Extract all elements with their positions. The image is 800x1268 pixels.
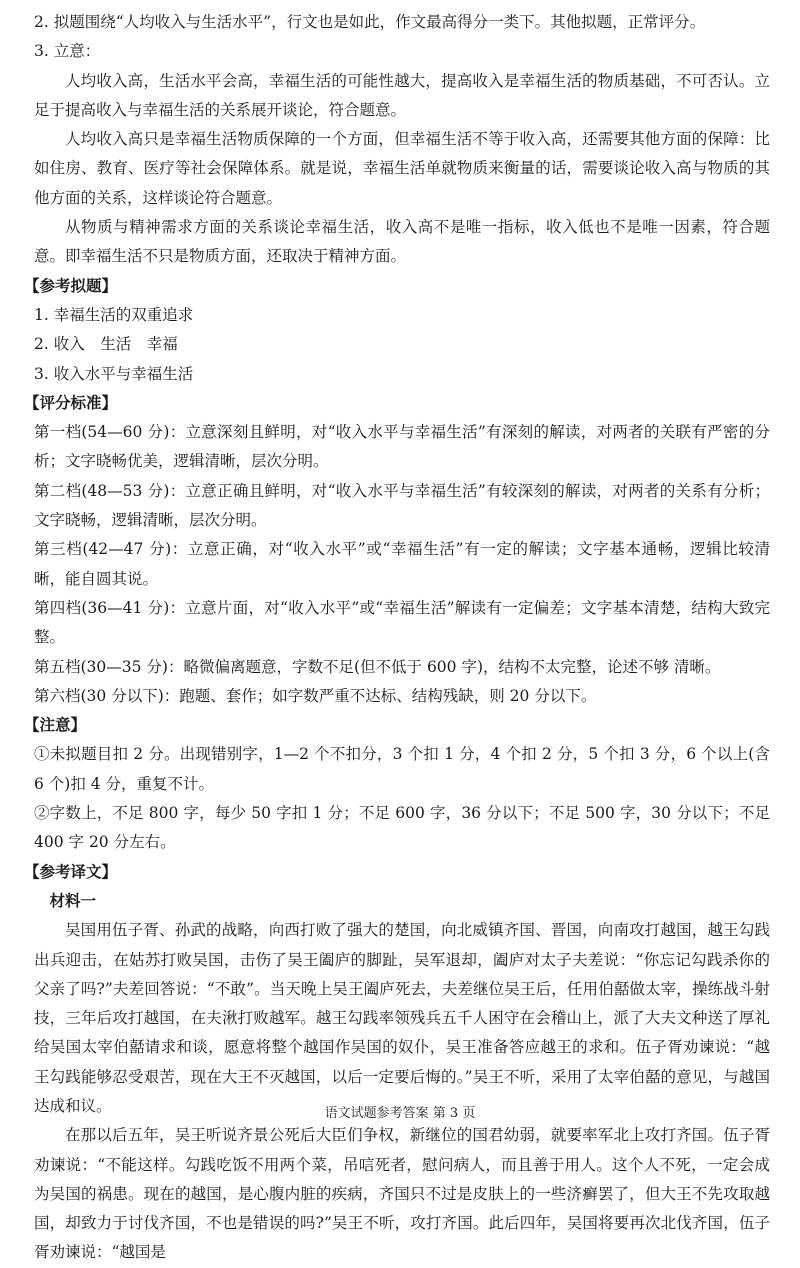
- item-2: 2. 拟题围绕“人均收入与生活水平”，行文也是如此，作文最高得分一类下。其他拟题，正常评分。: [34, 13, 706, 31]
- scoring-header: 【评分标准】: [24, 393, 118, 412]
- intent-paragraph-2: 人均收入高只是幸福生活物质保障的一个方面，但幸福生活不等于收入高，还需要其他方面的保障：比如住房、教育、医疗等社会保障体系。就是说，幸福生活单就物质来衡量的话，需要谈论收入高与物质的其他方面的关系，这样谈论符合题意。: [34, 130, 770, 207]
- note-2: ②字数上，不足 800 字，每少 50 字扣 1 分；不足 600 字，36 分以下；不足 500 字，30 分以下；不足 400 字 20 分左右。: [34, 804, 770, 852]
- answer-page: [24, 8, 770, 1268]
- translation-paragraph-1: 吴国用伍子胥、孙武的战略，向西打败了强大的楚国，向北威镇齐国、晋国，向南攻打越国，越王勾践出兵迎击，在姑苏打败吴国，击伤了吴王阖庐的脚趾，吴军退却，阖庐对太子夫差说：“你忘记勾践杀你的父亲了吗?”夫差回答说：“不敢”。当天晚上吴王阖庐死去，夫差继位吴王后，任用伯嚭做太宰，操练战斗射技，三年后攻打越国，在夫湫打败越军。越王勾践率领残兵五千人困守在会稽山上，派了大夫文种送了厚礼给吴国太宰伯嚭请求和谈，愿意将整个越国作吴国的奴仆，吴王准备答应越王的求和。伍子胥劝谏说：“越王勾践能够忍受艰苦，现在大王不灭越国，以后一定要后悔的。”吴王不听，采用了太宰伯嚭的意见，与越国达成和议。: [34, 921, 770, 1115]
- item-3-heading: 3. 立意：: [34, 42, 101, 61]
- ref-titles-header: 【参考拟题】: [24, 276, 118, 295]
- translation-paragraph-2: 在那以后五年，吴王听说齐景公死后大臣们争权，新继位的国君幼弱，就要率军北上攻打齐国。伍子胥劝谏说：“不能这样。勾践吃饭不用两个菜，吊唁死者，慰问病人，而且善于用人。这个人不死，一定会成为吴国的祸患。现在的越国，是心腹内脏的疾病，齐国只不过是皮肤上的一些济癣罢了，但大王不先攻取越国，却致力于讨伐齐国，不也是错误的吗?”吴王不听，攻打齐国。此后四年，吴国将要再次北伐齐国，伍子胥劝谏说：“越国是: [34, 1126, 770, 1262]
- intent-paragraph-3: 从物质与精神需求方面的关系谈论幸福生活，收入高不是唯一指标，收入低也不是唯一因素，符合题意。即幸福生活不只是物质方面，还取决于精神方面。: [34, 218, 770, 266]
- scoring-level-1: 第一档(54—60 分)：立意深刻且鲜明，对“收入水平与幸福生活”有深刻的解读，对两者的关联有严密的分析；文字晓畅优美，逻辑清晰，层次分明。: [34, 423, 770, 471]
- scoring-level-6: 第六档(30 分以下)：跑题、套作；如字数严重不达标、结构残缺，则 20 分以下。: [34, 686, 597, 705]
- note-1: ①未拟题目扣 2 分。出现错别字，1—2 个不扣分，3 个扣 1 分，4 个扣 2 分，5 个扣 3 分，6 个以上(含 6 个)扣 4 分，重复不计。: [34, 745, 770, 793]
- notes-header: 【注意】: [24, 716, 87, 735]
- translation-header: 【参考译文】: [24, 862, 118, 881]
- page-footer: 语文试题参考答案 第 3 页: [324, 1106, 476, 1121]
- scoring-level-2: 第二档(48—53 分)：立意正确且鲜明，对“收入水平与幸福生活”有较深刻的解读，对两者的关系有分析；文字晓畅，逻辑清晰，层次分明。: [34, 481, 770, 530]
- ref-title-2: 2. 收入 生活 幸福: [34, 335, 178, 354]
- scoring-level-3: 第三档(42—47 分)：立意正确，对“收入水平”或“幸福生活”有一定的解读；文字基本通畅，逻辑比较清晰，能自圆其说。: [34, 540, 770, 588]
- ref-title-1: 1. 幸福生活的双重追求: [34, 305, 194, 324]
- scoring-level-5: 第五档(30—35 分)：略微偏离题意，字数不足(但不低于 600 字)，结构不太完整，论述不够 清晰。: [34, 657, 721, 676]
- ref-title-3: 3. 收入水平与幸福生活: [34, 364, 194, 383]
- intent-paragraph-1: 人均收入高，生活水平会高，幸福生活的可能性越大，提高收入是幸福生活的物质基础，不可否认。立足于提高收入与幸福生活的关系展开谈论，符合题意。: [34, 71, 770, 119]
- material-one-label: 材料一: [49, 891, 97, 910]
- scoring-level-4: 第四档(36—41 分)：立意片面，对“收入水平”或“幸福生活”解读有一定偏差；文字基本清楚，结构大致完整。: [34, 598, 770, 647]
